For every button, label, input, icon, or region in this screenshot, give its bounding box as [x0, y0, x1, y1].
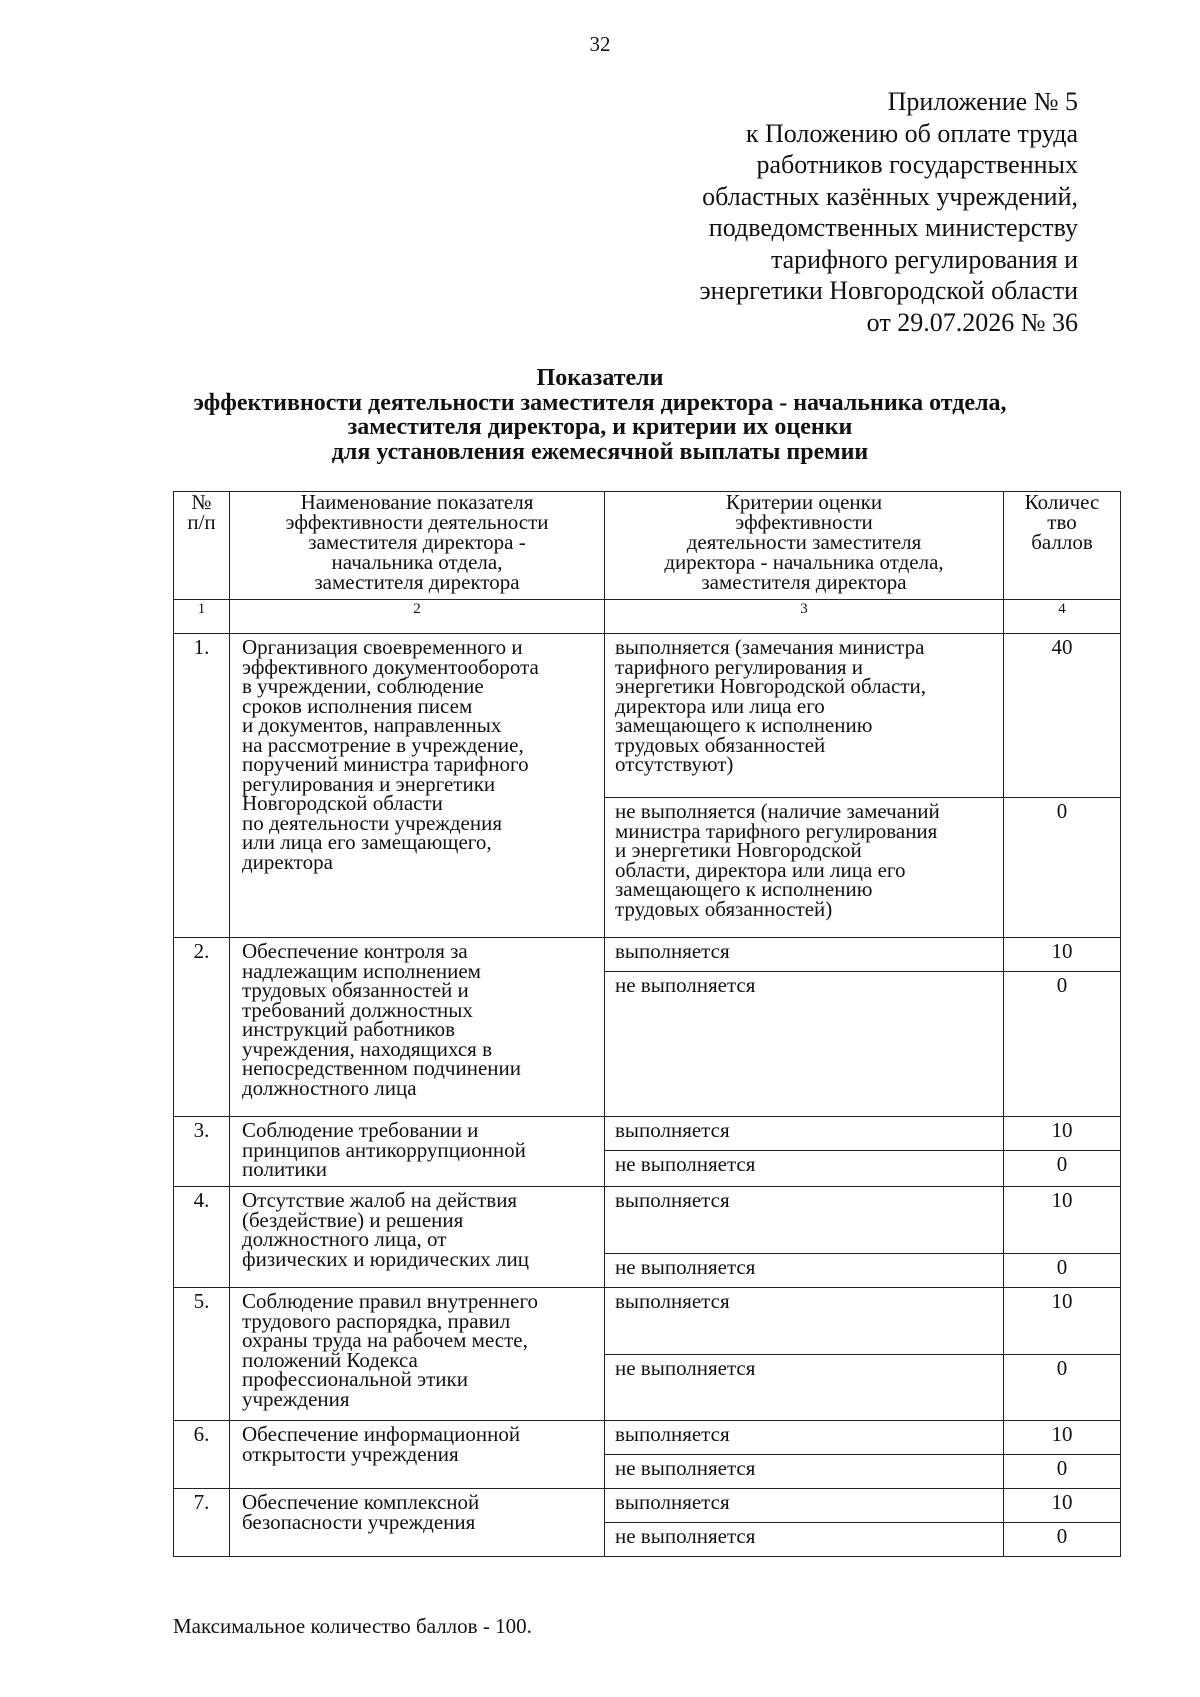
points-not-fulfilled: 0 — [1004, 1151, 1121, 1187]
column-number-row — [174, 600, 1121, 634]
column-number: 3 — [605, 600, 1004, 634]
indicator-name-text: Обеспечение информационной открытости учреждения — [242, 1422, 521, 1466]
header-cell — [1004, 492, 1121, 600]
appendix-line: от 29.07.2026 № 36 — [866, 307, 1078, 337]
title-line: заместителя директора, и критерии их оценки — [347, 414, 853, 440]
criterion-text: не выполняется — [615, 1456, 756, 1480]
appendix-line: тарифного регулирования и — [770, 244, 1078, 274]
points-fulfilled: 10 — [1004, 938, 1121, 972]
criterion-text: не выполняется — [615, 1152, 756, 1176]
indicator-name — [230, 1489, 605, 1557]
points-not-fulfilled: 0 — [1004, 1254, 1121, 1288]
indicator-name-text: Отсутствие жалоб на действия (бездействие) и решения должностного лица, от физических и юридических лиц — [242, 1188, 530, 1271]
title-line: эффективности деятельности заместителя директора - начальника отдела, — [193, 389, 1007, 416]
criterion-text: не выполняется — [615, 1356, 756, 1380]
table-header-row — [174, 492, 1121, 600]
points-fulfilled: 10 — [1004, 1117, 1121, 1151]
table-row — [174, 634, 1121, 798]
column-number: 4 — [1004, 600, 1121, 634]
points-fulfilled: 10 — [1004, 1288, 1121, 1355]
max-score-note: Максимальное количество баллов - 100. — [173, 1614, 532, 1638]
indicator-name — [230, 938, 605, 1117]
points-fulfilled: 10 — [1004, 1421, 1121, 1455]
points-fulfilled: 10 — [1004, 1489, 1121, 1523]
appendix-line: Приложение № 5 — [887, 87, 1078, 116]
row-number: 5. — [174, 1288, 230, 1421]
criterion-not-fulfilled — [605, 1523, 1004, 1557]
row-number: 6. — [174, 1421, 230, 1489]
indicator-name-text: Соблюдение правил внутреннего трудового распорядка, правил охраны труда на рабочем месте, положений Кодекса профессиональной этики учреждения — [242, 1289, 539, 1411]
row-number: 7. — [174, 1489, 230, 1557]
indicator-name — [230, 1117, 605, 1187]
indicator-name-text: Обеспечение контроля за надлежащим исполнением трудовых обязанностей и требований должностных инструкций работников учреждения, находящихся в непосредственном подчинении должностного лица — [242, 939, 521, 1100]
title-line: Показатели — [536, 365, 664, 391]
header-cell — [605, 492, 1004, 600]
table-row — [174, 1421, 1121, 1455]
row-number: 1. — [174, 634, 230, 938]
indicator-name-text: Организация своевременного и эффективного документооборота в учреждении, соблюдение сроков исполнения писем и документов, направленных на рассмотрение в учреждение, поручений министра тарифного регулирования и энергетики Новгородской области по деятельности учреждения или лица его замещающего, директора — [242, 635, 539, 874]
criterion-text: не выполняется — [615, 1524, 756, 1548]
points-fulfilled: 10 — [1004, 1187, 1121, 1254]
points-not-fulfilled: 0 — [1004, 1455, 1121, 1489]
appendix-block — [699, 86, 1078, 338]
criterion-fulfilled — [605, 1187, 1004, 1254]
indicator-name — [230, 1421, 605, 1489]
indicator-name-text: Обеспечение комплексной безопасности учреждения — [242, 1490, 480, 1534]
criterion-fulfilled — [605, 634, 1004, 798]
criterion-fulfilled — [605, 1288, 1004, 1355]
header-indicator-name: Наименование показателя эффективности деятельности заместителя директора - начальника отдела, заместителя директора — [285, 490, 549, 594]
criterion-not-fulfilled — [605, 1455, 1004, 1489]
page-number: 32 — [589, 32, 611, 56]
criterion-text: выполняется — [615, 1289, 730, 1313]
document-title — [0, 366, 1200, 464]
table-row — [174, 938, 1121, 972]
header-cell — [230, 492, 605, 600]
indicator-name — [230, 1187, 605, 1288]
criterion-not-fulfilled — [605, 798, 1004, 938]
criterion-fulfilled — [605, 1117, 1004, 1151]
criterion-not-fulfilled — [605, 972, 1004, 1117]
criterion-fulfilled — [605, 1421, 1004, 1455]
table-row — [174, 1489, 1121, 1523]
row-number: 3. — [174, 1117, 230, 1187]
indicator-name — [230, 634, 605, 938]
appendix-line: работников государственных — [756, 150, 1078, 179]
criterion-not-fulfilled — [605, 1151, 1004, 1187]
points-not-fulfilled: 0 — [1004, 972, 1121, 1117]
column-number: 1 — [174, 600, 230, 634]
header-cell — [174, 492, 230, 600]
header-number: № п/п — [187, 490, 216, 534]
criterion-not-fulfilled — [605, 1254, 1004, 1288]
header-points: Количес тво баллов — [1024, 490, 1100, 554]
criterion-text: не выполняется — [615, 973, 756, 997]
table-row — [174, 1187, 1121, 1254]
table-row — [174, 1288, 1121, 1355]
criterion-text: выполняется — [615, 1118, 730, 1142]
criterion-fulfilled — [605, 938, 1004, 972]
indicators-table — [173, 491, 1121, 1557]
points-not-fulfilled: 0 — [1004, 1523, 1121, 1557]
indicator-name-text: Соблюдение требовании и принципов антикоррупционной политики — [242, 1118, 526, 1181]
appendix-line: энергетики Новгородской области — [699, 276, 1078, 305]
row-number: 2. — [174, 938, 230, 1117]
criterion-text: выполняется — [615, 939, 730, 963]
appendix-line: подведомственных министерству — [708, 213, 1078, 242]
appendix-line: к Положению об оплате труда — [745, 118, 1078, 148]
criterion-text: выполняется — [615, 1422, 730, 1446]
table-row — [174, 1117, 1121, 1151]
points-fulfilled: 40 — [1004, 634, 1121, 798]
criterion-text: выполняется — [615, 1188, 730, 1212]
points-not-fulfilled: 0 — [1004, 1355, 1121, 1421]
points-not-fulfilled: 0 — [1004, 798, 1121, 938]
criterion-text: выполняется (замечания министра тарифного регулирования и энергетики Новгородской области, директора или лица его замещающего к исполнению трудовых обязанностей отсутствуют) — [615, 635, 926, 776]
criterion-text: выполняется — [615, 1490, 730, 1514]
row-number: 4. — [174, 1187, 230, 1288]
criterion-text: не выполняется (наличие замечаний министра тарифного регулирования и энергетики Новгородской области, директора или лица его замещающего к исполнению трудовых обязанностей) — [615, 799, 940, 921]
criterion-not-fulfilled — [605, 1355, 1004, 1421]
indicator-name — [230, 1288, 605, 1421]
criterion-text: не выполняется — [615, 1255, 756, 1279]
title-line: для установления ежемесячной выплаты премии — [331, 438, 869, 465]
criterion-fulfilled — [605, 1489, 1004, 1523]
header-criteria: Критерии оценки эффективности деятельности заместителя директора - начальника отдела, заместителя директора — [664, 490, 944, 594]
appendix-line: областных казённых учреждений, — [702, 181, 1078, 211]
column-number: 2 — [230, 600, 605, 634]
